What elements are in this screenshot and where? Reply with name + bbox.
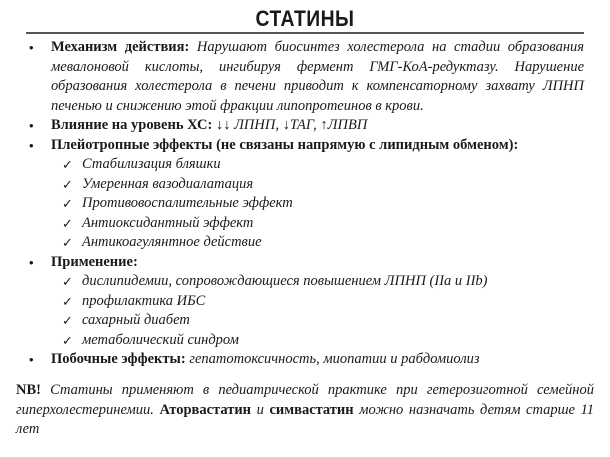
application-subitem — [0, 331, 610, 351]
nb-drug-2: симвастатин — [269, 401, 354, 418]
main-content — [0, 38, 610, 370]
bullet-icon: • — [29, 118, 34, 133]
check-icon: ✓ — [62, 157, 73, 172]
nb-text-1: Статины применяют в педиатрической практике при гетерозиготной семейной гиперхолестеринемии. — [16, 382, 594, 418]
application-subitem — [0, 292, 610, 312]
pleiotropic-subitem — [0, 214, 610, 234]
check-icon: ✓ — [62, 235, 73, 250]
side-effects-text: гепатотоксичность, миопатии и рабдомиолиз — [189, 351, 480, 367]
subitem-text: Антикоагулянтное действие — [82, 234, 262, 250]
pleiotropic-subitem — [0, 175, 610, 195]
subitem-text: Противовоспалительные эффект — [82, 195, 293, 211]
page-title: СТАТИНЫ — [255, 6, 355, 31]
subitem-text: Умеренная вазодиалатация — [82, 175, 254, 192]
subitem-text: сахарный диабет — [82, 312, 190, 328]
check-icon: ✓ — [62, 215, 73, 231]
check-icon: ✓ — [62, 293, 73, 309]
application-subitem — [0, 311, 610, 331]
bullet-icon: • — [29, 137, 34, 153]
pleiotropic-subitem — [0, 233, 610, 253]
nb-note — [16, 381, 594, 440]
bullet-icon: • — [29, 254, 34, 270]
check-icon: ✓ — [62, 274, 73, 289]
influence-item — [0, 116, 610, 136]
subitem-text: дислипидемии, сопровождающиеся повышением ЛПНП (IIa и IIb) — [82, 273, 488, 289]
side-effects-item — [0, 350, 610, 370]
nb-text-2: можно назначать детям старше 11 лет — [16, 401, 594, 437]
influence-label: Влияние на уровень ХС: — [51, 117, 213, 133]
bullet-icon: • — [29, 352, 34, 367]
application-subitem — [0, 272, 610, 292]
mechanism-label: Механизм действия: — [51, 39, 190, 55]
influence-text: ↓↓ ЛПНП, ↓ТАГ, ↑ЛПВП — [215, 117, 368, 133]
side-effects-label: Побочные эффекты: — [51, 351, 186, 367]
subitem-text: Стабилизация бляшки — [82, 156, 221, 172]
check-icon: ✓ — [62, 332, 73, 348]
check-icon: ✓ — [62, 313, 73, 328]
pleiotropic-subitem — [0, 155, 610, 175]
pleiotropic-label: Плейотропные эффекты (не связаны напрямую с липидным обменом): — [51, 136, 519, 153]
subitem-text: Антиоксидантный эффект — [82, 214, 254, 231]
pleiotropic-subitem — [0, 194, 610, 214]
application-label: Применение: — [51, 253, 138, 270]
check-icon: ✓ — [62, 176, 73, 192]
nb-label: NB! — [16, 382, 41, 398]
nb-drug-1: Аторвастатин — [159, 401, 252, 418]
bullet-icon: • — [29, 40, 34, 55]
check-icon: ✓ — [62, 196, 73, 211]
mechanism-item — [0, 38, 610, 116]
application-item — [0, 253, 610, 273]
subitem-text: профилактика ИБС — [82, 292, 206, 309]
subitem-text: метаболический синдром — [82, 331, 239, 348]
nb-conjunction: и — [256, 401, 264, 418]
title-divider — [26, 32, 584, 34]
pleiotropic-item — [0, 136, 610, 156]
mechanism-text: Нарушают биосинтез холестерола на стадии образования мевалоновой кислоты, ингибируя фермент ГМГ-КоА-редуктазу. Нарушение образования холестерола в печени приводит к компенсаторному захвату ЛПНП печенью и снижению этой фракции липопротеинов в крови. — [51, 39, 585, 114]
